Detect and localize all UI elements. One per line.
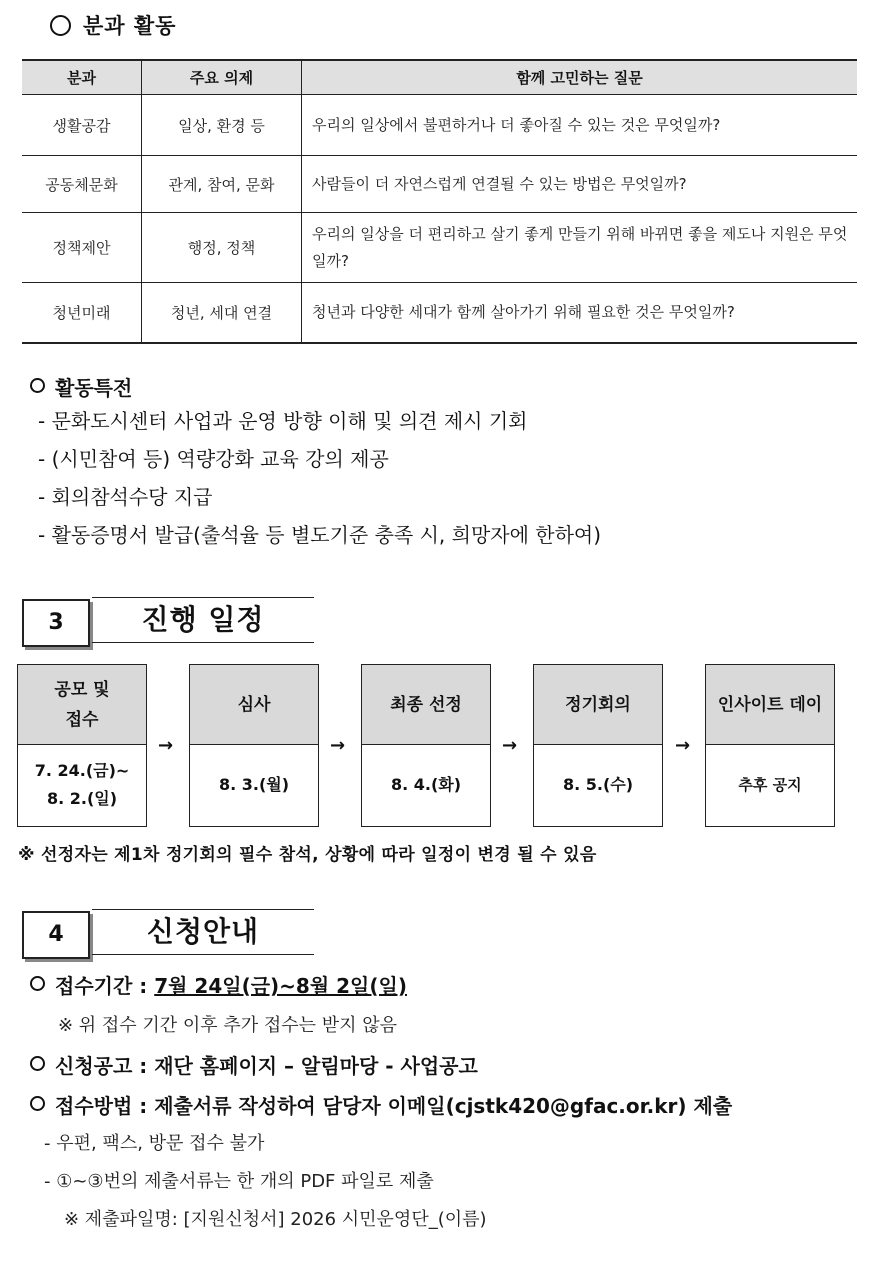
step-date: 8. 3.(월) <box>218 775 290 794</box>
division-agenda: 행정, 정책 <box>142 213 302 283</box>
column-header: 주요 의제 <box>142 60 302 95</box>
ring-bullet-icon <box>30 976 45 991</box>
ring-bullet-icon <box>30 1056 45 1071</box>
method-item: - ①~③번의 제출서류는 한 개의 PDF 파일로 제출 <box>44 1171 434 1192</box>
step-date: 8. 4.(화) <box>390 775 462 794</box>
application-period: 접수기간 : 7월 24일(금)~8월 2일(일) <box>30 970 407 999</box>
division-question: 사람들이 더 자연스럽게 연결될 수 있는 방법은 무엇일까? <box>302 156 858 213</box>
table-row <box>22 283 857 343</box>
division-agenda: 청년, 세대 연결 <box>142 283 302 343</box>
application-method: 접수방법 : 제출서류 작성하여 담당자 이메일(cjstk420@gfac.or.kr) 제출 <box>30 1090 732 1119</box>
step-date: 추후 공지 <box>738 776 802 794</box>
section-number: 3 <box>22 599 90 647</box>
division-question: 우리의 일상에서 불편하거나 더 좋아질 수 있는 것은 무엇일까? <box>302 95 858 156</box>
division-name: 생활공감 <box>22 95 142 156</box>
step-label: 정기회의 <box>534 665 662 745</box>
division-table <box>22 59 857 344</box>
period-note: ※ 위 접수 기간 이후 추가 접수는 받지 않음 <box>58 1015 398 1036</box>
filename-note: ※ 제출파일명: [지원신청서] 2026 시민운영단_(이름) <box>64 1209 487 1230</box>
benefits-heading: 활동특전 <box>30 372 132 401</box>
step-label: 최종 선정 <box>362 665 490 745</box>
circle-bullet-icon <box>50 15 71 36</box>
schedule-note: ※ 선정자는 제1차 정기회의 필수 참석, 상황에 따라 일정이 변경 될 수 있음 <box>18 845 597 865</box>
division-agenda: 관계, 참여, 문화 <box>142 156 302 213</box>
step-label: 공모 및 접수 <box>18 665 146 745</box>
schedule-step <box>533 664 663 827</box>
table-row <box>22 95 857 156</box>
ring-bullet-icon <box>30 1096 45 1111</box>
arrow-right-icon: → <box>158 735 174 756</box>
division-question: 청년과 다양한 세대가 함께 살아가기 위해 필요한 것은 무엇일까? <box>302 283 858 343</box>
arrow-right-icon: → <box>502 735 518 756</box>
arrow-right-icon: → <box>675 735 691 756</box>
step-label: 인사이트 데이 <box>706 665 834 745</box>
table-row <box>22 156 857 213</box>
section-title: 신청안내 <box>92 909 314 955</box>
division-name: 정책제안 <box>22 213 142 283</box>
table-header-row <box>22 60 857 95</box>
schedule-step <box>17 664 147 827</box>
step-label: 심사 <box>190 665 318 745</box>
application-notice: 신청공고 : 재단 홈페이지 – 알림마당 - 사업공고 <box>30 1050 478 1079</box>
section-title: 진행 일정 <box>92 597 314 643</box>
schedule-step <box>361 664 491 827</box>
division-heading: 분과 활동 <box>50 10 176 40</box>
benefit-item: - (시민참여 등) 역량강화 교육 강의 제공 <box>38 447 389 471</box>
division-agenda: 일상, 환경 등 <box>142 95 302 156</box>
arrow-right-icon: → <box>330 735 346 756</box>
table-row <box>22 213 857 283</box>
schedule-step <box>189 664 319 827</box>
division-name: 청년미래 <box>22 283 142 343</box>
division-name: 공동체문화 <box>22 156 142 213</box>
section-number: 4 <box>22 911 90 959</box>
step-date: 7. 24.(금)~ 8. 2.(일) <box>34 761 130 808</box>
column-header: 함께 고민하는 질문 <box>302 60 858 95</box>
benefit-item: - 회의참석수당 지급 <box>38 485 213 509</box>
benefit-item: - 활동증명서 발급(출석율 등 별도기준 충족 시, 희망자에 한하여) <box>38 523 602 547</box>
schedule-step <box>705 664 835 827</box>
column-header: 분과 <box>22 60 142 95</box>
division-question: 우리의 일상을 더 편리하고 살기 좋게 만들기 위해 바뀌면 좋을 제도나 지원은 무엇일까? <box>302 213 858 283</box>
method-item: - 우편, 팩스, 방문 접수 불가 <box>44 1133 265 1154</box>
benefit-item: - 문화도시센터 사업과 운영 방향 이해 및 의견 제시 기회 <box>38 409 528 433</box>
ring-bullet-icon <box>30 378 45 393</box>
step-date: 8. 5.(수) <box>562 775 634 794</box>
